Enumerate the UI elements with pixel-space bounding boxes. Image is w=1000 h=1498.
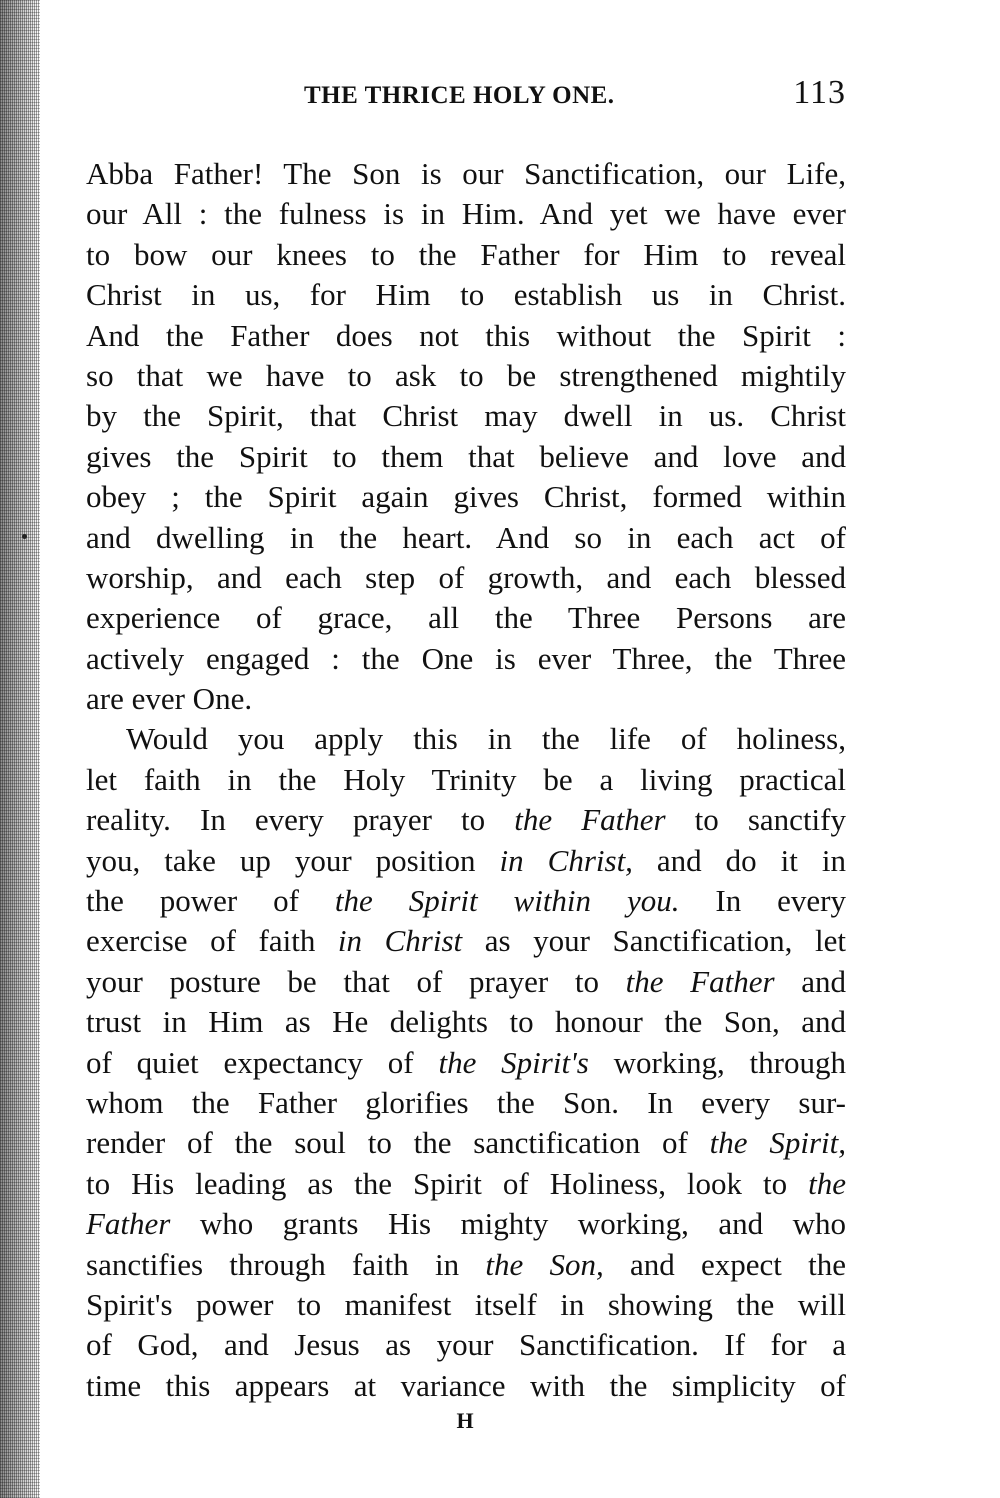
margin-mark	[22, 534, 27, 539]
text-line: of God, and Jesus as your Sanctification. If for a	[86, 1327, 846, 1363]
text-line: and dwelling in the heart. And so in each act of	[86, 519, 846, 555]
text-line: trust in Him as He delights to honour the Son, and	[86, 1004, 846, 1040]
text-line: exercise of faith in Christ as your Sanctification, let	[86, 923, 846, 959]
page-number: 113	[793, 74, 846, 111]
text-line: worship, and each step of growth, and each blessed	[86, 559, 846, 595]
text-line: Spirit's power to manifest itself in showing the will	[86, 1286, 846, 1322]
text-line: reality. In every prayer to the Father to sanctify	[86, 802, 846, 838]
body-text	[86, 154, 846, 1406]
text-line: our All : the fulness is in Him. And yet we have ever	[86, 196, 846, 232]
text-line: gives the Spirit to them that believe and love and	[86, 438, 846, 474]
text-line: actively engaged : the One is ever Three, the Three	[86, 640, 846, 676]
text-line: time this appears at variance with the simplicity of	[86, 1367, 846, 1403]
book-binding-edge	[0, 0, 40, 1498]
text-line: render of the soul to the sanctification of the Spirit,	[86, 1125, 846, 1161]
text-line: And the Father does not this without the Spirit :	[86, 317, 846, 353]
text-line: Christ in us, for Him to establish us in Christ.	[86, 277, 846, 313]
text-line: to His leading as the Spirit of Holiness, look to the	[86, 1165, 846, 1201]
signature-mark: H	[456, 1408, 474, 1433]
text-line: your posture be that of prayer to the Father and	[86, 963, 846, 999]
text-line: let faith in the Holy Trinity be a living practical	[86, 761, 846, 797]
text-line: the power of the Spirit within you. In every	[86, 883, 846, 919]
text-line: by the Spirit, that Christ may dwell in us. Christ	[86, 398, 846, 434]
text-line: Abba Father! The Son is our Sanctification, our Life,	[86, 156, 846, 191]
running-title: THE THRICE HOLY ONE.	[304, 82, 615, 109]
text-line: Father who grants His mighty working, and who	[86, 1206, 846, 1242]
text-line: to bow our knees to the Father for Him to reveal	[86, 236, 846, 272]
page-header	[86, 74, 846, 114]
text-line: of quiet expectancy of the Spirit's working, through	[86, 1044, 846, 1080]
text-line: obey ; the Spirit again gives Christ, formed within	[86, 479, 846, 515]
text-line: Would you apply this in the life of holiness,	[126, 721, 846, 757]
text-line: so that we have to ask to be strengthened mightily	[86, 357, 846, 393]
text-line: are ever One.	[86, 681, 253, 717]
text-line: experience of grace, all the Three Persons are	[86, 600, 846, 636]
text-line: you, take up your position in Christ, and do it in	[86, 842, 846, 878]
text-line: whom the Father glorifies the Son. In every sur-	[86, 1084, 846, 1120]
text-line: sanctifies through faith in the Son, and expect the	[86, 1246, 847, 1282]
